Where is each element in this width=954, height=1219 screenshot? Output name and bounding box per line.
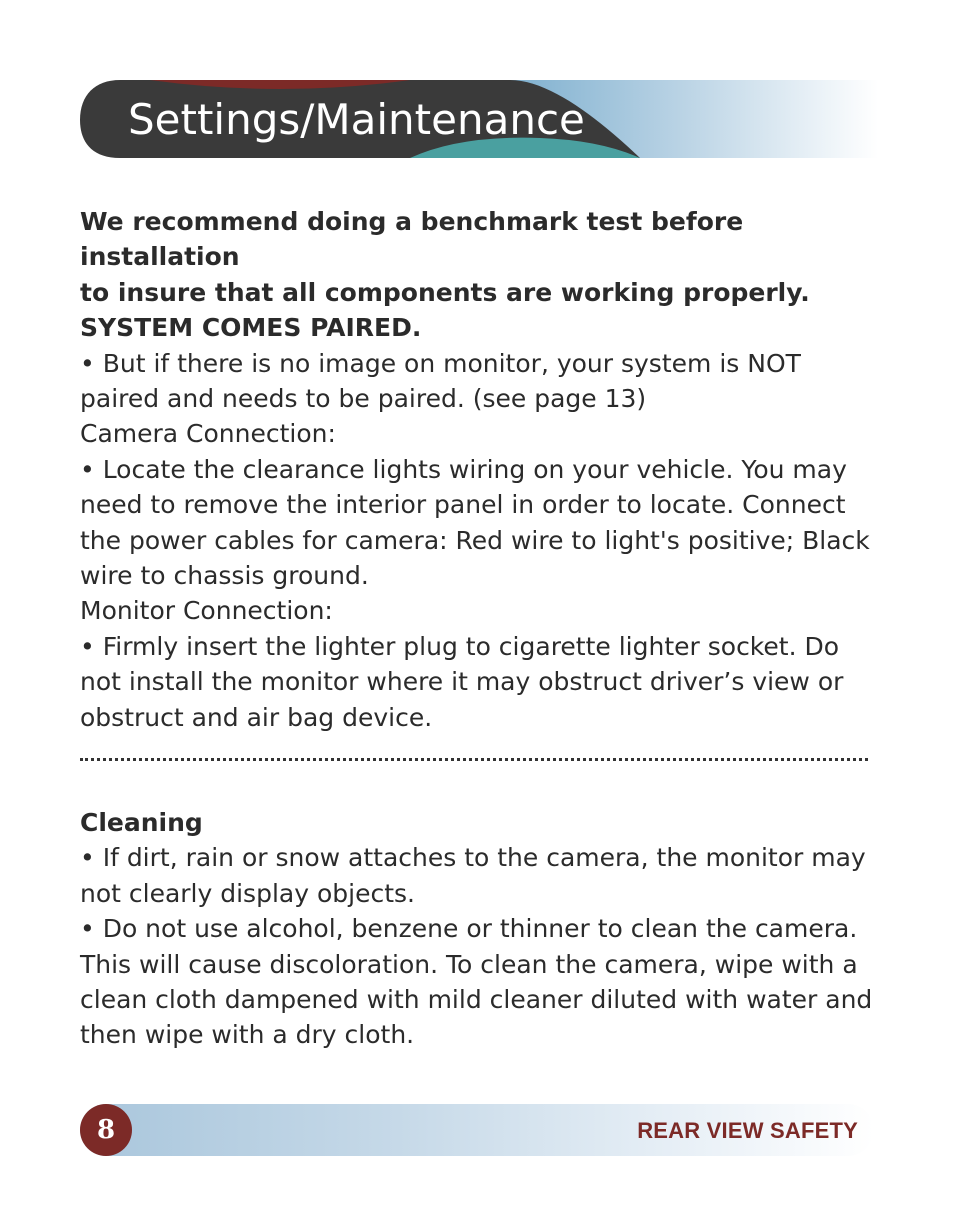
intro-line-2: to insure that all components are working properly. — [80, 277, 810, 307]
monitor-connection-heading: Monitor Connection: — [80, 596, 333, 626]
camera-connection-heading: Camera Connection: — [80, 419, 336, 449]
footer-brand: REAR VIEW SAFETY — [637, 1118, 858, 1143]
cleaning-section — [80, 805, 880, 1053]
intro-line-1: We recommend doing a benchmark test before installation — [80, 207, 744, 272]
page-number-badge: 8 — [80, 1104, 132, 1156]
monitor-connection-text: • Firmly insert the lighter plug to cigarette lighter socket. Do not install the monitor where it may obstruct driver’s view or obstruct and air bag device. — [80, 631, 844, 732]
section-divider — [80, 758, 868, 761]
intro-line-3: SYSTEM COMES PAIRED. — [80, 313, 422, 343]
pairing-note: • But if there is no image on monitor, your system is NOT paired and needs to be paired. (see page 13) — [80, 348, 801, 414]
cleaning-text-1: • If dirt, rain or snow attaches to the camera, the monitor may not clearly display objects. — [80, 843, 866, 908]
camera-connection-text: • Locate the clearance lights wiring on your vehicle. You may need to remove the interior panel in order to locate. Connect the power cables for camera: Red wire to light's positive; Black wire to chassis ground. — [80, 454, 870, 591]
main-content — [80, 204, 880, 735]
cleaning-heading: Cleaning — [80, 808, 203, 837]
page-title: Settings/Maintenance — [128, 95, 585, 144]
cleaning-text-2: • Do not use alcohol, benzene or thinner to clean the camera. This will cause discoloration. To clean the camera, wipe with a clean cloth dampened with mild cleaner diluted with water and then wipe with a dry cloth. — [80, 914, 873, 1050]
